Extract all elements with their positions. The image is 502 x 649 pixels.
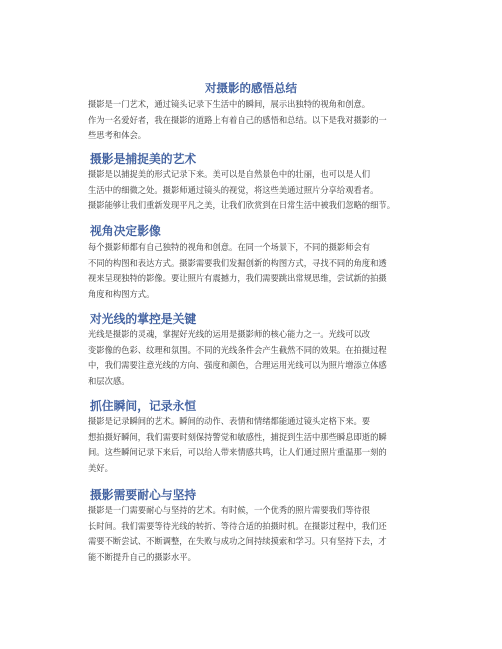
paragraph-line: 摄影是一门需要耐心与坚持的艺术。有时候，一个优秀的照片需要我们等待很 <box>88 505 371 515</box>
paragraph-line: 和层次感。 <box>88 375 130 386</box>
paragraph-line: 摄影能够让我们重新发现平凡之美，让我们欣赏到在日常生活中被我们忽略的细节。 <box>88 200 395 210</box>
paragraph-line: 角度和构图方式。 <box>88 288 155 299</box>
paragraph-line: 作为一名爱好者，我在摄影的道路上有着自己的感悟和总结。以下是我对摄影的一 <box>88 114 387 125</box>
paragraph-line: 光线是摄影的灵魂，掌握好光线的运用是摄影师的核心能力之一。光线可以改 <box>88 329 371 339</box>
paragraph-line: 每个摄影师都有自己独特的视角和创意。在同一个场景下，不同的摄影师会有 <box>88 242 371 252</box>
paragraph-line: 不同的构图和表达方式。摄影需要我们发掘创新的构图方式，寻找不同的角度和透 <box>88 257 387 268</box>
section-heading: 摄影需要耐心与坚持 <box>90 488 197 502</box>
paragraph-line: 摄影是一门艺术，通过镜头记录下生活中的瞬间，展示出独特的视角和创意。 <box>88 99 371 109</box>
paragraph-line: 摄影是记录瞬间的艺术。瞬间的动作、表情和情绪都能通过镜头定格下来。要 <box>88 416 371 426</box>
paragraph-line: 变影像的色彩、纹理和氛围。不同的光线条件会产生截然不同的效果。在拍摄过程 <box>88 344 387 355</box>
paragraph-line: 生活中的细微之处。摄影师通过镜头的视觉，将这些美通过照片分享给观看者。 <box>88 184 379 195</box>
section-heading: 抓住瞬间，记录永恒 <box>90 399 197 413</box>
paragraph-line: 间。这些瞬间记录下来后，可以给人带来情感共鸣，让人们通过照片重温那一刻的 <box>88 447 387 457</box>
paragraph-line: 能不断提升自己的摄影水平。 <box>88 551 196 562</box>
paragraph-line: 需要不断尝试、不断调整，在失败与成功之间持续摸索和学习。只有坚持下去，才 <box>88 536 387 546</box>
section-heading: 摄影是捕捉美的艺术 <box>90 152 197 166</box>
intro-paragraph <box>88 97 428 144</box>
paragraph-line: 摄影是以捕捉美的形式记录下来。美可以是自然景色中的壮丽，也可以是人们 <box>88 169 371 179</box>
paragraph-line: 美好。 <box>88 462 113 473</box>
paragraph-line: 些思考和体会。 <box>88 130 147 140</box>
paragraph-line: 想拍摄好瞬间，我们需要时刻保持警觉和敏感性，捕捉到生活中那些瞬息即逝的瞬 <box>88 431 387 442</box>
section-paragraph <box>88 167 428 214</box>
section-heading: 视角决定影像 <box>90 224 161 238</box>
section-paragraph <box>88 414 428 476</box>
paragraph-line: 长时间。我们需要等待光线的转折、等待合适的拍摄时机。在摄影过程中，我们还 <box>88 520 387 531</box>
section-heading: 对光线的掌控是关键 <box>90 312 197 326</box>
section-paragraph <box>88 240 428 302</box>
paragraph-line: 中，我们需要注意光线的方向、强度和颜色，合理运用光线可以为照片增添立体感 <box>88 360 387 370</box>
paragraph-line: 视来呈现独特的影像。要让照片有震撼力，我们需要跳出常规思维，尝试新的拍摄 <box>88 273 387 283</box>
document-title: 对摄影的感悟总结 <box>205 81 297 95</box>
section-paragraph <box>88 327 428 389</box>
section-paragraph <box>88 503 428 565</box>
